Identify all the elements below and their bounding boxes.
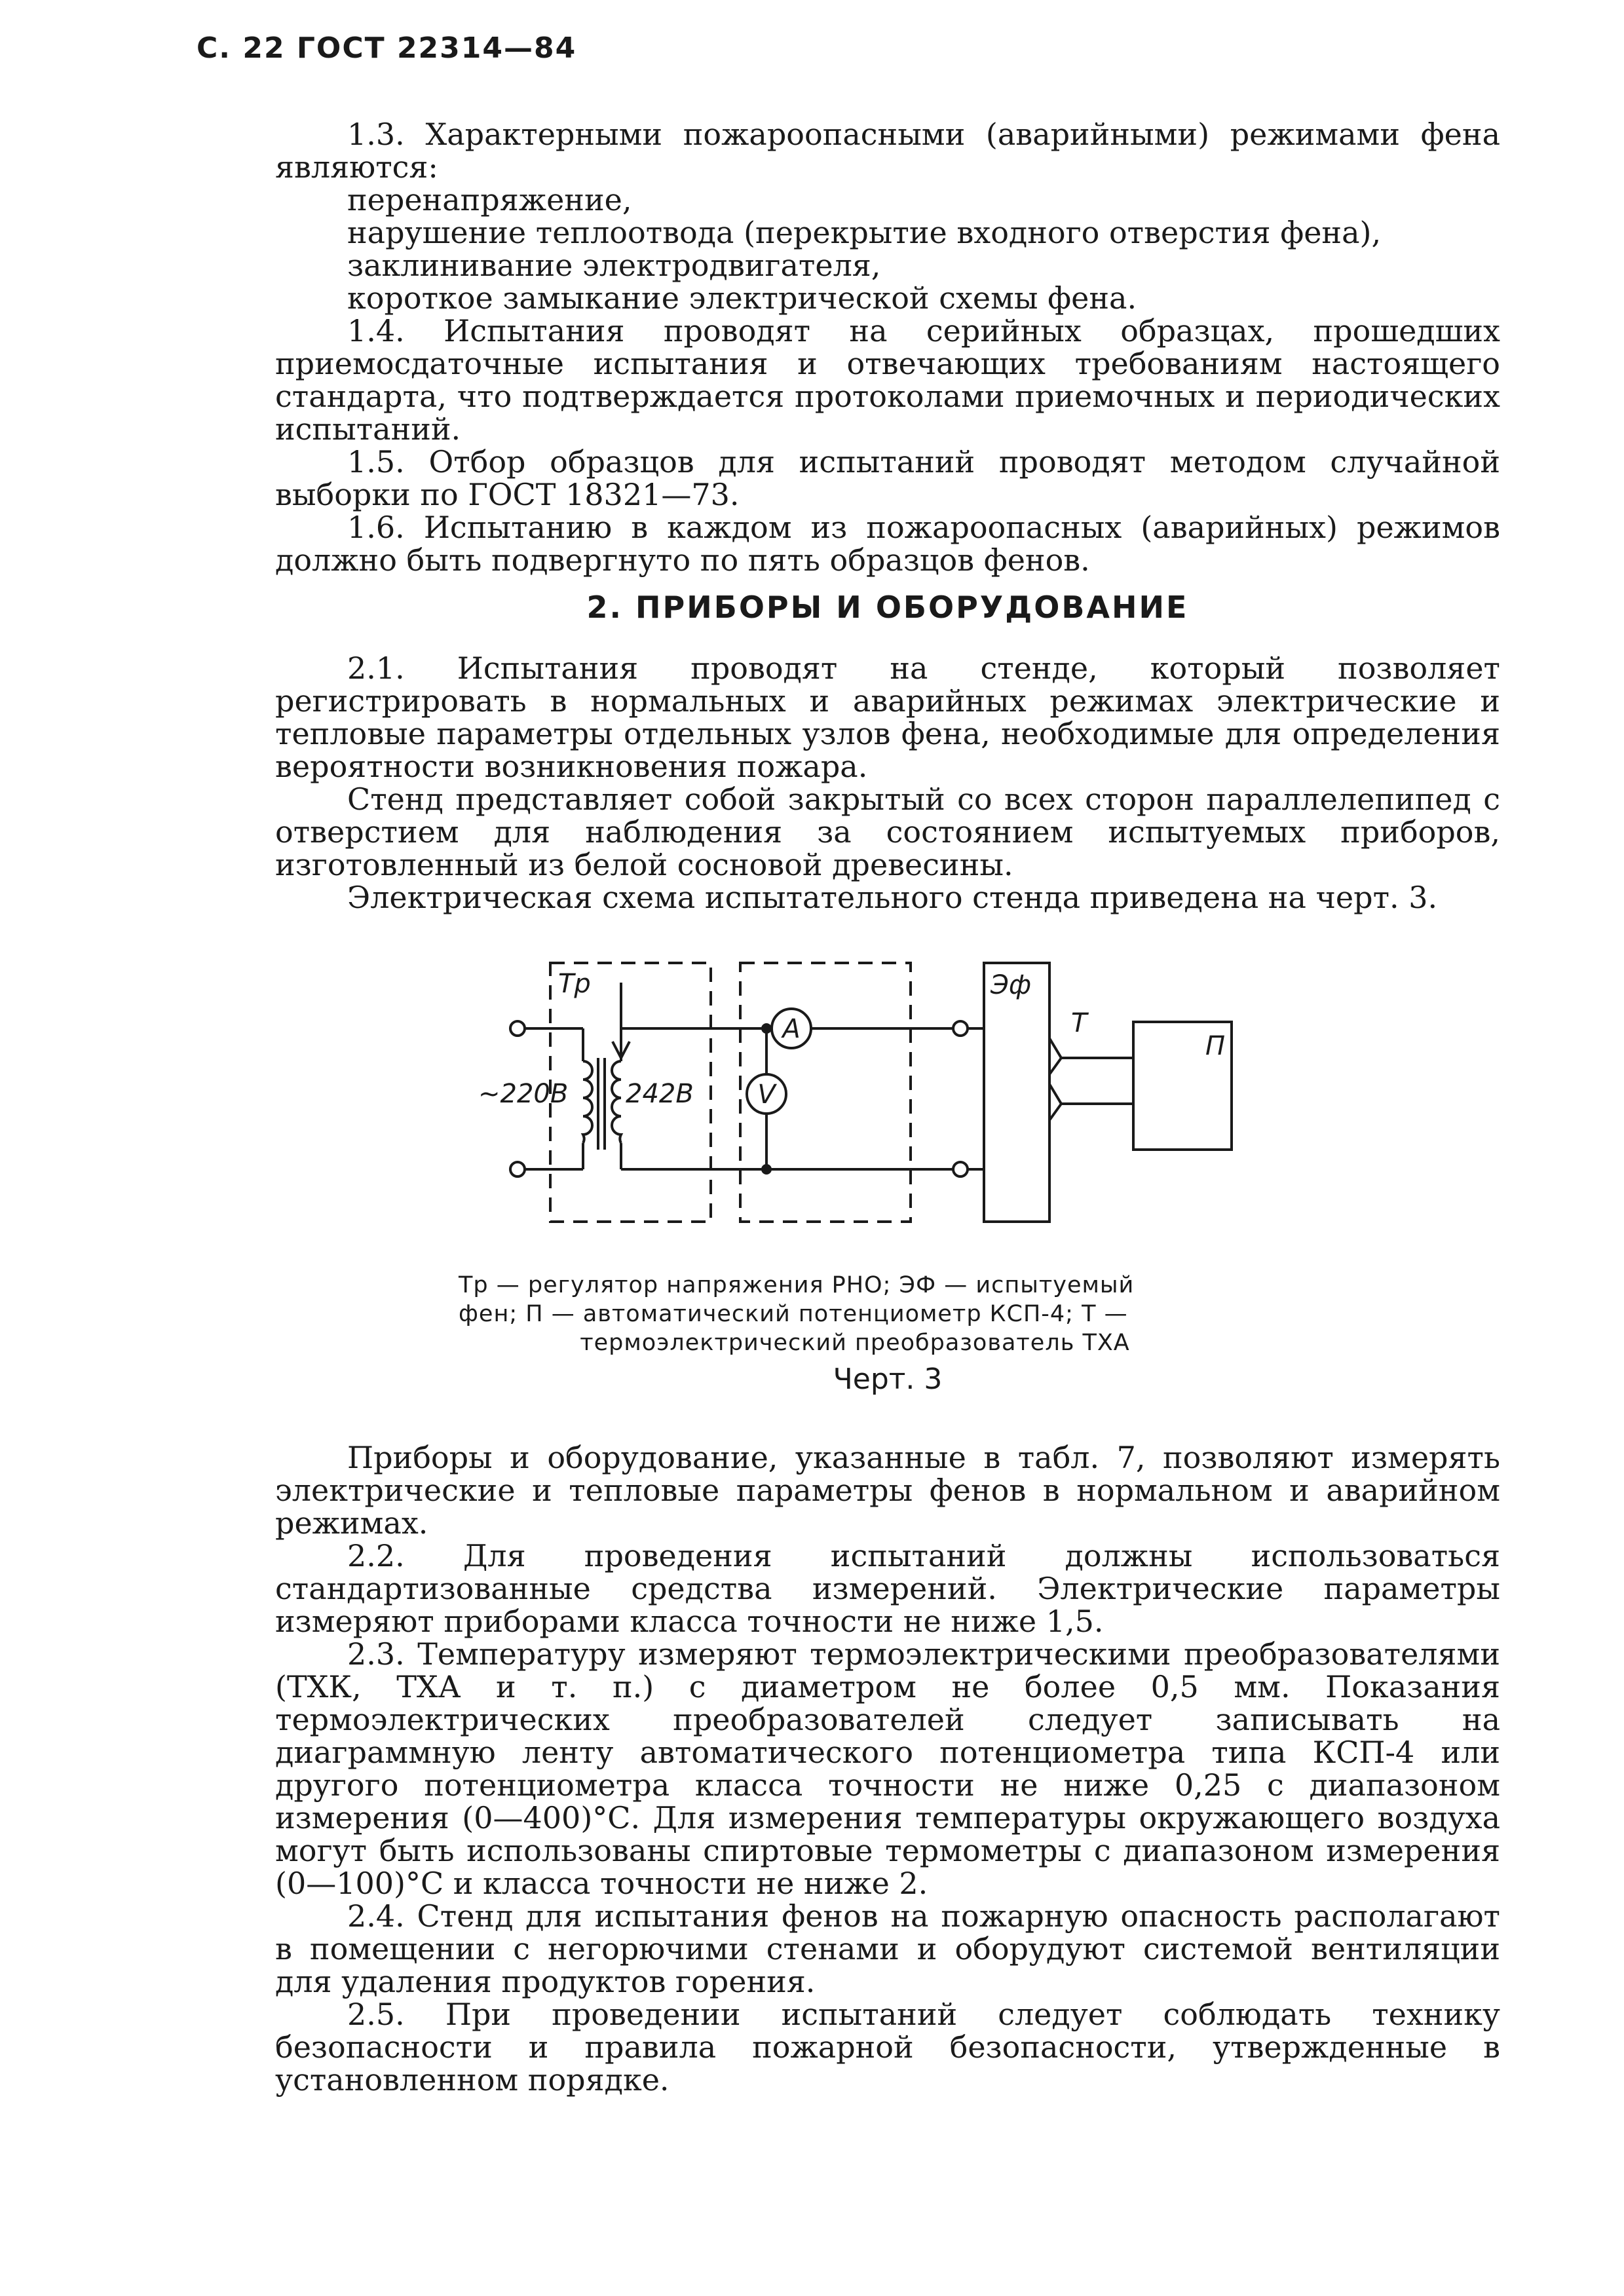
- figure-label: Черт. 3: [833, 1363, 943, 1396]
- circuit-diagram: [478, 953, 1284, 1254]
- section-2-continued: [275, 1441, 1500, 2096]
- paragraph-2-3: 2.3. Температуру измеряют термоэлектрическими преобразователями (ТХК, ТХА и т. п.) с диаметром не более 0,5 мм. Показания термоэлектрических преобразователей следует записывать на диаграммную ленту автоматического потенциометра типа КСП-4 или другого потенциометра класса точности не ниже 0,25 с диапазоном измерения (0—400)°С. Для измерения температуры окружающего воздуха могут быть использованы спиртовые термометры с диапазоном измерения (0—100)°С и класса точности не ниже 2.: [275, 1636, 1500, 1901]
- caption-line: Тр — регулятор напряжения РНО; ЭФ — испытуемый: [459, 1272, 1135, 1298]
- paragraph-2-1: 2.1. Испытания проводят на стенде, который позволяет регистрировать в нормальных и аварийных режимах электрические и тепловые параметры отдельных узлов фена, необходимые для определения вероятности возникновения пожара.: [275, 650, 1500, 784]
- paragraph-1-6: 1.6. Испытанию в каждом из пожароопасных (аварийных) режимов должно быть подвергнуто по пять образцов фенов.: [275, 510, 1500, 578]
- page-header: С. 22 ГОСТ 22314—84: [197, 31, 577, 65]
- paragraph-2-1-stand: Стенд представляет собой закрытый со всех сторон параллелепипед с отверстием для наблюдения за состоянием испытуемых приборов, изготовленный из белой сосновой древесины.: [275, 781, 1500, 882]
- input-terminal-bottom: [510, 1162, 525, 1176]
- paragraph-2-1-scheme: Электрическая схема испытательного стенда приведена на черт. 3.: [347, 880, 1438, 915]
- mode-item: заклинивание электродвигателя,: [347, 248, 881, 283]
- paragraph-1-3: 1.3. Характерными пожароопасными (аварийными) режимами фена являются:: [275, 117, 1500, 185]
- paragraph-2-4: 2.4. Стенд для испытания фенов на пожарную опасность располагают в помещении с негорючими стенами и оборудуют системой вентиляции для удаления продуктов горения.: [275, 1898, 1500, 1999]
- label-ef: Эф: [991, 970, 1032, 1000]
- secondary-coil: [612, 1061, 621, 1143]
- label-voltmeter: V: [757, 1080, 776, 1110]
- output-terminal-bottom: [953, 1162, 968, 1176]
- primary-coil: [583, 1061, 592, 1143]
- paragraph-1-4: 1.4. Испытания проводят на серийных образцах, прошедших приемосдаточные испытания и отвечающих требованиям настоящего стандарта, что подтверждается протоколами приемочных и периодических испытаний.: [275, 313, 1500, 447]
- dryer-box: [984, 963, 1049, 1222]
- caption-line: термоэлектрический преобразователь ТХА: [580, 1330, 1130, 1356]
- paragraph-2-5: 2.5. При проведении испытаний следует соблюдать технику безопасности и правила пожарной безопасности, утвержденные в установленном порядке.: [275, 1997, 1500, 2098]
- paragraph-1-5: 1.5. Отбор образцов для испытаний проводят методом случайной выборки по ГОСТ 18321—73.: [275, 444, 1500, 512]
- label-242v: 242В: [626, 1079, 694, 1109]
- output-terminal-top: [953, 1021, 968, 1036]
- paragraph-2-2: 2.2. Для проведения испытаний должны использоваться стандартизованные средства измерений. Электрические параметры измеряют приборами класса точности не ниже 1,5.: [275, 1538, 1500, 1639]
- mode-item: нарушение теплоотвода (перекрытие входного отверстия фена),: [347, 215, 1382, 250]
- label-tr: Тр: [558, 969, 591, 999]
- paragraph-instruments: Приборы и оборудование, указанные в табл. 7, позволяют измерять электрические и тепловые параметры фенов в нормальном и аварийном режимах.: [275, 1440, 1500, 1541]
- mode-item: перенапряжение,: [347, 182, 632, 217]
- section-1-block: [275, 118, 1500, 576]
- section-2-block: [275, 652, 1500, 914]
- label-ammeter: A: [782, 1014, 801, 1044]
- label-220v: ~220В: [478, 1079, 569, 1109]
- section-2-title: 2. ПРИБОРЫ И ОБОРУДОВАНИЕ: [586, 590, 1189, 625]
- label-t: Т: [1071, 1008, 1087, 1038]
- figure-caption: [459, 1271, 1251, 1357]
- label-p: П: [1205, 1031, 1226, 1061]
- mode-item: короткое замыкание электрической схемы фена.: [347, 280, 1137, 316]
- caption-line: фен; П — автоматический потенциометр КСП-4; Т —: [459, 1301, 1128, 1327]
- input-terminal-top: [510, 1021, 525, 1036]
